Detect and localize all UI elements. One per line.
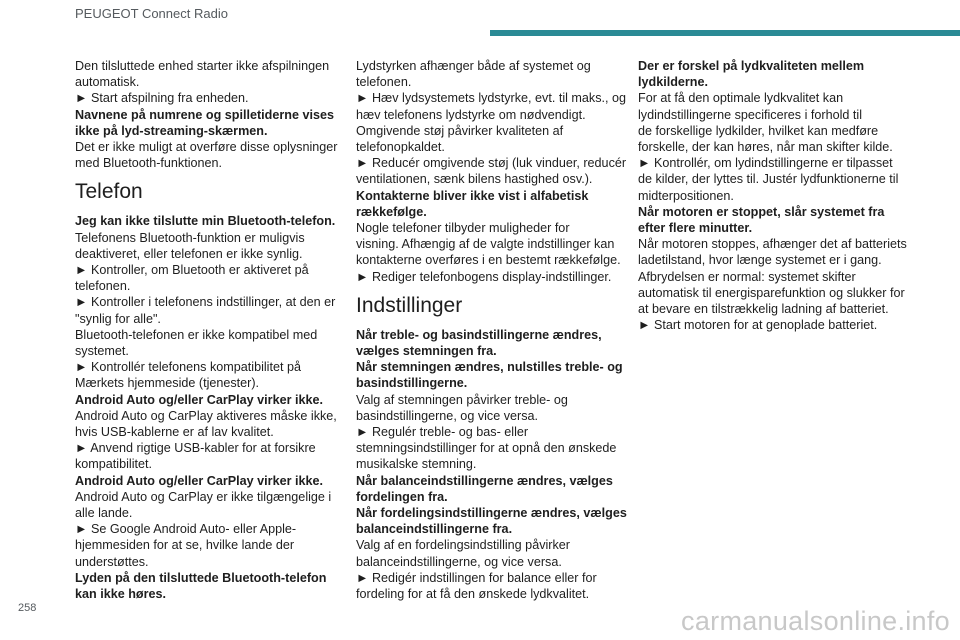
body-text-line: at bevare en tilstrækkelig ladning af batteriet. bbox=[638, 302, 889, 317]
body-text-line: ► Kontroller, om Bluetooth er aktiveret på bbox=[75, 263, 309, 278]
bold-question-line: Når motoren er stoppet, slår systemet fra bbox=[638, 204, 885, 219]
body-text-line: fordeling for at få den ønskede lydkvalitet. bbox=[356, 587, 590, 602]
body-text-line: systemet. bbox=[75, 344, 129, 359]
body-text-line: ► Rediger telefonbogens display-indstillinger. bbox=[356, 269, 612, 284]
body-text-line: visning. Afhængig af de valgte indstillinger kan bbox=[356, 237, 615, 252]
text-column-middle bbox=[356, 58, 627, 602]
body-text-line: hæv telefonens lydstyrke om nødvendigt. bbox=[356, 107, 586, 122]
bold-question-line: balanceindstillingerne fra. bbox=[356, 522, 513, 537]
running-header: PEUGEOT Connect Radio bbox=[75, 6, 228, 21]
body-text-line: ► Anvend rigtige USB-kabler for at forsikre bbox=[75, 441, 316, 456]
body-text-line: hjemmesiden for at se, hvilke lande der bbox=[75, 538, 295, 553]
body-text-line: de forskellige lydkilder, hvilket kan medføre bbox=[638, 123, 879, 138]
body-text-line: de kilder, der lyttes til. Justér lydfunktionerne til bbox=[638, 172, 899, 187]
body-text-line: alle lande. bbox=[75, 506, 133, 521]
bold-question-line: Navnene på numrene og spilletiderne vises bbox=[75, 107, 334, 122]
body-text-line: deaktiveret, eller telefonen er ikke synlig. bbox=[75, 246, 303, 261]
body-text-line: understøttes. bbox=[75, 554, 149, 569]
body-text-line: Når motoren stoppes, afhænger det af batteriets bbox=[638, 237, 907, 252]
bold-question-line: kan ikke høres. bbox=[75, 587, 167, 602]
bold-question-line: Lyden på den tilsluttede Bluetooth-telefon bbox=[75, 570, 327, 585]
body-text-line: Valg af stemningen påvirker treble- og bbox=[356, 392, 568, 407]
body-text-line: automatisk. bbox=[75, 75, 140, 90]
body-text-line: ► Redigér indstillingen for balance eller for bbox=[356, 570, 597, 585]
bold-question-line: Android Auto og/eller CarPlay virker ikke. bbox=[75, 473, 323, 488]
body-text-line: ► Start afspilning fra enheden. bbox=[75, 91, 249, 106]
body-text-line: ► Kontroller i telefonens indstillinger, at den er bbox=[75, 295, 336, 310]
body-text-line: lydindstillingerne specificeres i forhold til bbox=[638, 107, 862, 122]
body-text-line: stemningsindstillinger for at opnå den ønskede bbox=[356, 441, 617, 456]
bold-question-line: Der er forskel på lydkvaliteten mellem bbox=[638, 59, 865, 73]
body-text-line: med Bluetooth-funktionen. bbox=[75, 156, 223, 171]
body-text-line: Den tilsluttede enhed starter ikke afspilningen bbox=[75, 59, 330, 73]
body-text-line: ► Regulér treble- og bas- eller bbox=[356, 425, 529, 440]
text-column-right bbox=[638, 58, 907, 333]
body-text-line: ► Reducér omgivende støj (luk vinduer, reducér bbox=[356, 156, 627, 171]
body-text-line: automatisk til energisparefunktion og slukker for bbox=[638, 285, 905, 300]
body-text-line: telefonopkaldet. bbox=[356, 140, 445, 155]
body-text-line: telefonen. bbox=[356, 75, 412, 90]
body-text-line: Lydstyrken afhænger både af systemet og bbox=[356, 59, 591, 73]
bold-question-line: efter flere minutter. bbox=[638, 221, 753, 236]
body-text-line: kompatibilitet. bbox=[75, 457, 152, 472]
body-text-line: ► Start motoren for at genoplade batteriet. bbox=[638, 318, 878, 333]
body-text-line: Afbrydelsen er normal: systemet skifter bbox=[638, 269, 856, 284]
page-number: 258 bbox=[18, 602, 37, 614]
bold-question-line: vælges stemningen fra. bbox=[356, 344, 497, 359]
body-text-line: Valg af en fordelingsindstilling påvirker bbox=[356, 538, 570, 553]
bold-question-line: fordelingen fra. bbox=[356, 489, 448, 504]
bold-question-line: Kontakterne bliver ikke vist i alfabetisk bbox=[356, 188, 589, 203]
bold-question-line: Når treble- og basindstillingerne ændres, bbox=[356, 327, 602, 342]
body-text-line: ► Kontrollér telefonens kompatibilitet på bbox=[75, 360, 301, 375]
body-text-line: forskelle, der kan høres, når man skifter kilde. bbox=[638, 140, 893, 155]
bold-question-line: Når stemningen ændres, nulstilles treble- og bbox=[356, 360, 623, 375]
body-text-line: basindstillingerne, og vice versa. bbox=[356, 408, 539, 423]
body-text-line: midterpositionen. bbox=[638, 188, 734, 203]
bold-question-line: Når balanceindstillingerne ændres, vælges bbox=[356, 473, 613, 488]
body-text-line: telefonen. bbox=[75, 279, 131, 294]
bold-question-line: lydkilderne. bbox=[638, 75, 708, 90]
body-text-line: balanceindstillingerne, og vice versa. bbox=[356, 554, 562, 569]
bold-question-line: Når fordelingsindstillingerne ændres, vælges bbox=[356, 506, 627, 521]
body-text-line: ventilationen, sænk bilens hastighed osv.). bbox=[356, 172, 593, 187]
section-heading: Indstillinger bbox=[356, 293, 463, 317]
body-text-line: For at få den optimale lydkvalitet kan bbox=[638, 91, 844, 106]
body-text-line: Mærkets hjemmeside (tjenester). bbox=[75, 376, 260, 391]
body-text-line: musikalske stemning. bbox=[356, 457, 477, 472]
bold-question-line: rækkefølge. bbox=[356, 204, 427, 219]
bold-question-line: basindstillingerne. bbox=[356, 376, 468, 391]
text-column-left bbox=[75, 58, 338, 602]
bold-question-line: Android Auto og/eller CarPlay virker ikke. bbox=[75, 392, 323, 407]
body-text-line: Omgivende støj påvirker kvaliteten af bbox=[356, 123, 564, 138]
body-text-line: Det er ikke muligt at overføre disse oplysninger bbox=[75, 140, 338, 155]
body-text-line: ► Hæv lydsystemets lydstyrke, evt. til maks., og bbox=[356, 91, 627, 106]
body-text-line: kontakterne overføres i en bestemt rækkefølge. bbox=[356, 253, 621, 268]
body-text-line: Nogle telefoner tilbyder muligheder for bbox=[356, 221, 570, 236]
body-text-line: Telefonens Bluetooth-funktion er muligvis bbox=[75, 230, 305, 245]
body-text-line: Android Auto og CarPlay aktiveres måske ikke, bbox=[75, 408, 337, 423]
watermark-text: carmanualsonline.info bbox=[681, 606, 950, 636]
body-text-line: hvis USB-kablerne er af lav kvalitet. bbox=[75, 425, 274, 440]
body-text-line: Bluetooth-telefonen er ikke kompatibel med bbox=[75, 327, 318, 342]
section-heading: Telefon bbox=[75, 180, 143, 204]
body-text-line: ► Kontrollér, om lydindstillingerne er tilpasset bbox=[638, 156, 893, 171]
body-text-line: ► Se Google Android Auto- eller Apple- bbox=[75, 522, 297, 537]
header-accent-bar bbox=[490, 30, 960, 36]
body-text-line: ladetilstand, hvor længe systemet er i gang. bbox=[638, 253, 882, 268]
body-text-line: "synlig for alle". bbox=[75, 311, 161, 326]
bold-question-line: Jeg kan ikke tilslutte min Bluetooth-telefon. bbox=[75, 214, 336, 229]
body-text-line: Android Auto og CarPlay er ikke tilgængelige i bbox=[75, 489, 332, 504]
bold-question-line: ikke på lyd-streaming-skærmen. bbox=[75, 123, 268, 138]
